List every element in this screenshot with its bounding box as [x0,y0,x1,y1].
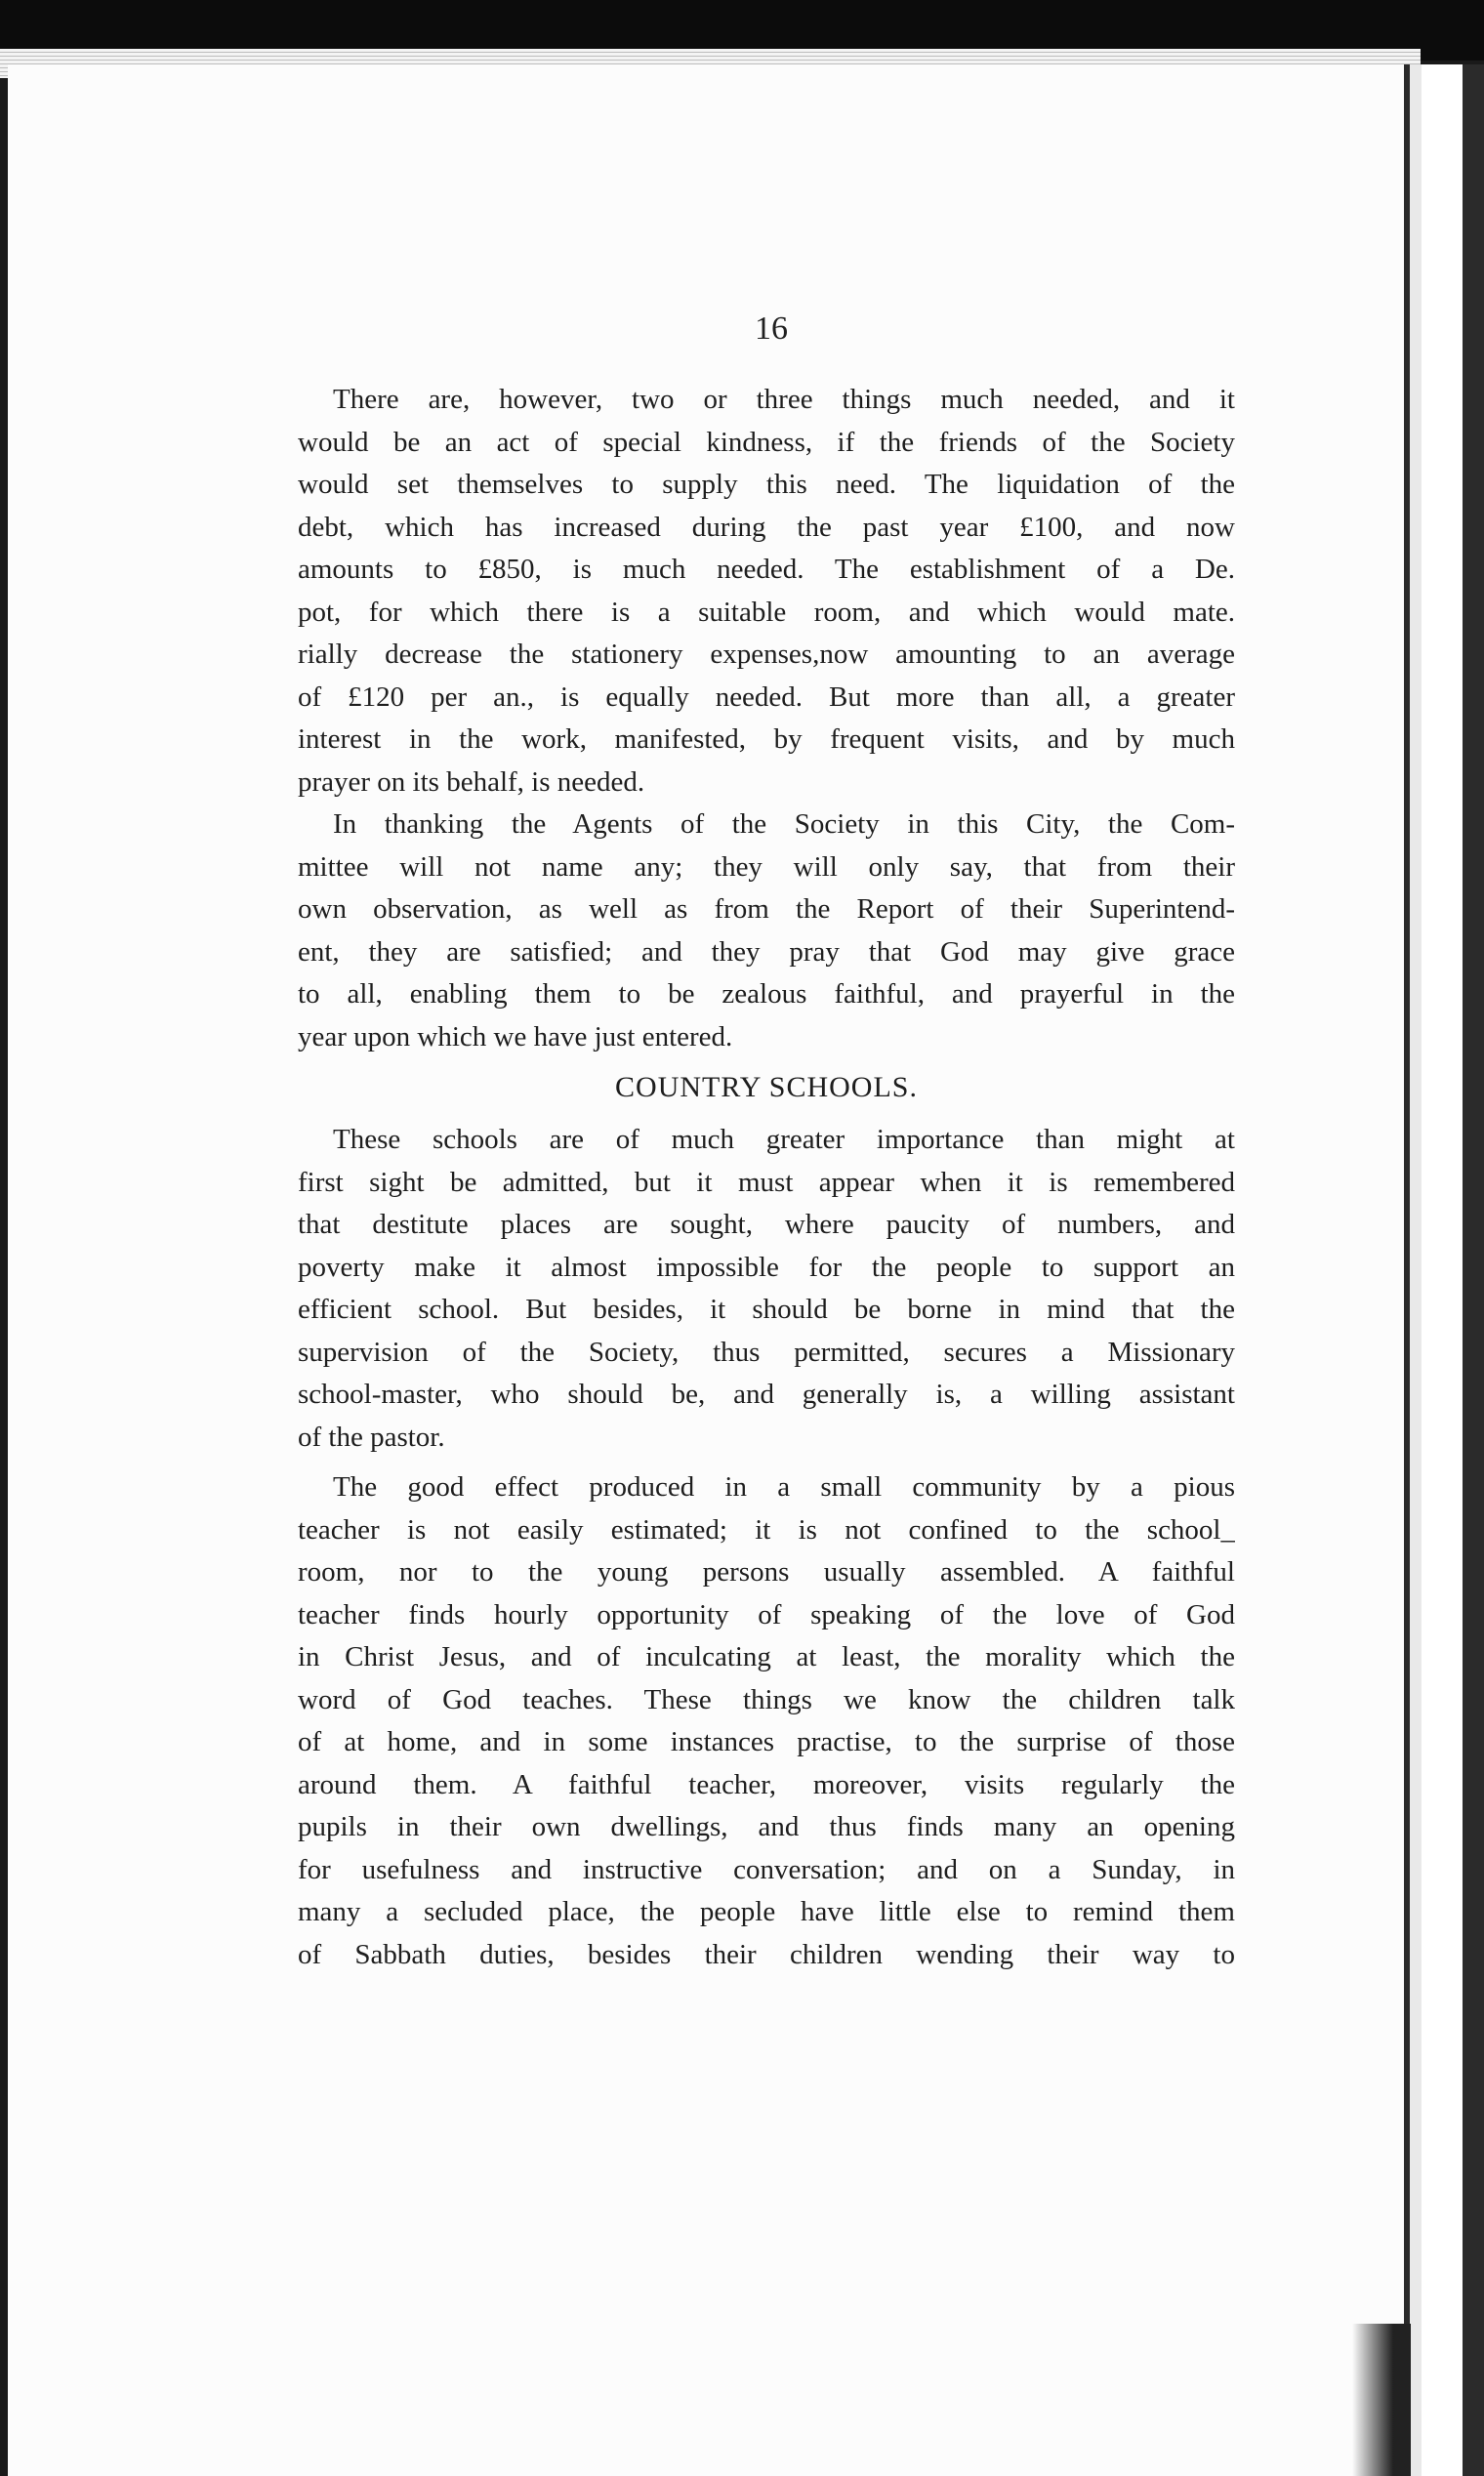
text-line: in Christ Jesus, and of inculcating at least, the morality which the [298,1641,1235,1672]
text-line: interest in the work, manifested, by frequent visits, and by much [298,723,1235,755]
text-line: In thanking the Agents of the Society in this City, the Com- [333,808,1235,840]
text-line: teacher finds hourly opportunity of speaking of the love of God [298,1598,1235,1630]
paragraph [298,379,1235,804]
text-line: efficient school. But besides, it should be borne in mind that the [298,1294,1235,1325]
text-line: for usefulness and instructive conversation; and on a Sunday, in [298,1853,1235,1885]
text-line: These schools are of much greater importance than might at [333,1124,1235,1155]
text-line: prayer on its behalf, is needed. [298,765,645,798]
text-line: ent, they are satisfied; and they pray that God may give grace [298,935,1235,968]
text-line: to all, enabling them to be zealous faithful, and prayerful in the [298,978,1235,1010]
text-line: The good effect produced in a small community by a pious [333,1471,1235,1503]
page-number: 16 [755,310,788,347]
text-line: poverty make it almost impossible for the people to support an [298,1251,1235,1283]
text-line: pupils in their own dwellings, and thus finds many an opening [298,1811,1235,1842]
paragraph-gap [298,1459,1235,1466]
text-line: There are, however, two or three things much needed, and it [333,384,1235,415]
text-line: year upon which we have just entered. [298,1020,733,1052]
text-line: school-master, who should be, and generally is, a willing assistant [298,1379,1235,1410]
text-line: many a secluded place, the people have little else to remind them [298,1896,1235,1927]
text-line: pot, for which there is a suitable room, and which would mate. [298,596,1235,628]
text-line: rially decrease the stationery expenses,now amounting to an average [298,639,1235,670]
text-line: of at home, and in some instances practise, to the surprise of those [298,1726,1235,1757]
text-line: of the pastor. [298,1421,445,1453]
text-line: would set themselves to supply this need. The liquidation of the [298,469,1235,500]
text-line: would be an act of special kindness, if the friends of the Society [298,426,1235,458]
text-line: supervision of the Society, thus permitted, secures a Missionary [298,1336,1235,1368]
text-line: debt, which has increased during the past year £100, and now [298,511,1235,543]
text-line: own observation, as well as from the Report of their Superintend- [298,893,1235,925]
book-spine-edge [1404,64,1484,2476]
text-line: room, nor to the young persons usually assembled. A faithful [298,1556,1235,1588]
paragraph [298,804,1235,1058]
text-line: of £120 per an., is equally needed. But more than all, a greater [298,681,1235,713]
text-line: teacher is not easily estimated; it is not confined to the school_ [298,1513,1235,1546]
scan-shadow [1352,2324,1411,2476]
text-line: of Sabbath duties, besides their children wending their way to [298,1938,1235,1970]
paragraph [298,1119,1235,1459]
text-line: around them. A faithful teacher, moreover, visits regularly the [298,1768,1235,1800]
body-text [298,379,1235,1976]
text-line: amounts to £850, is much needed. The establishment of a De. [298,554,1235,585]
text-line: word of God teaches. These things we know the children talk [298,1683,1235,1715]
text-line: that destitute places are sought, where paucity of numbers, and [298,1209,1235,1240]
text-line: mittee will not name any; they will only say, that from their [298,850,1235,883]
text-line: first sight be admitted, but it must appear when it is remembered [298,1166,1235,1198]
section-heading: COUNTRY SCHOOLS. [615,1071,918,1103]
paragraph [298,1466,1235,1976]
